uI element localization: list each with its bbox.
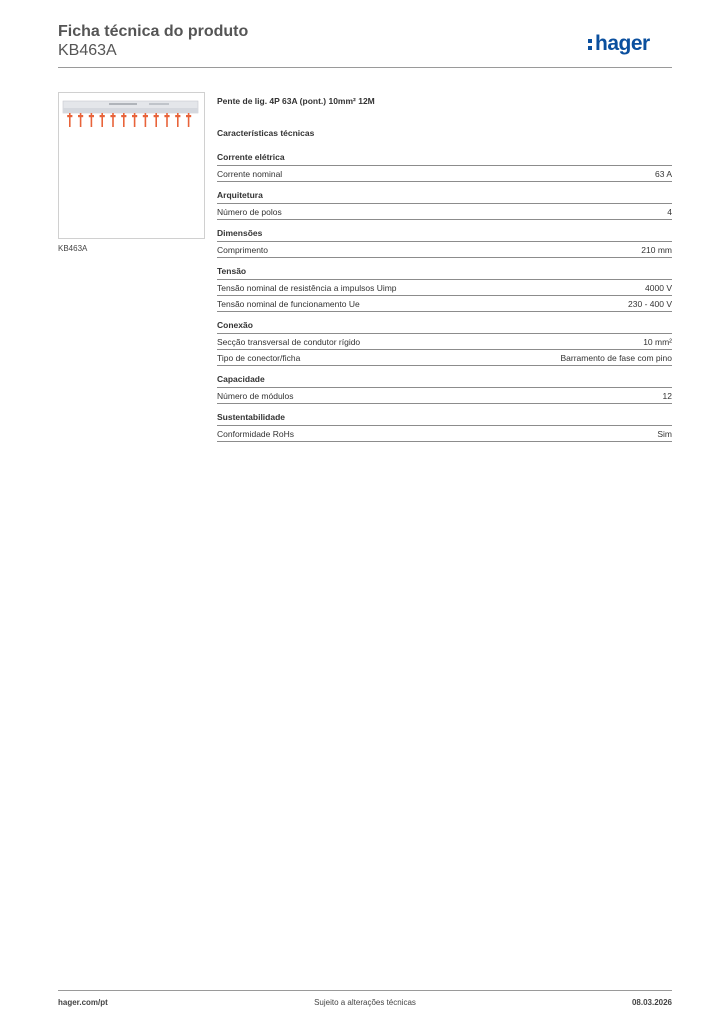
comb-pin-head [143, 115, 148, 117]
spec-value: 4 [667, 207, 672, 217]
spec-row [217, 296, 672, 312]
spec-group-title: Arquitetura [217, 190, 672, 204]
specifications-panel [217, 96, 672, 450]
product-code: KB463A [58, 42, 117, 59]
spec-label: Tipo de conector/ficha [217, 353, 301, 363]
spec-group-title: Sustentabilidade [217, 412, 672, 426]
spec-group [217, 152, 672, 182]
comb-pin-head [164, 115, 169, 117]
spec-value: 12 [662, 391, 672, 401]
spec-value: 4000 V [645, 283, 672, 293]
logo-text: hager [595, 32, 650, 55]
footer-date: 08.03.2026 [631, 998, 672, 1007]
comb-pin-head [121, 115, 126, 117]
page-footer [58, 998, 672, 1010]
footer-notice: Sujeito a alterações técnicas [314, 998, 416, 1007]
comb-pin-head [110, 115, 115, 117]
spec-group [217, 320, 672, 366]
comb-pin-head [78, 115, 83, 117]
comb-pin-head [100, 115, 105, 117]
comb-pin-head [175, 115, 180, 117]
spec-label: Número de módulos [217, 391, 294, 401]
spec-group-title: Capacidade [217, 374, 672, 388]
busbar-comb-image [59, 93, 204, 238]
page-header [58, 22, 672, 68]
spec-group-title: Corrente elétrica [217, 152, 672, 166]
spec-group [217, 190, 672, 220]
spec-group-title: Conexão [217, 320, 672, 334]
section-heading: Características técnicas [217, 128, 315, 138]
spec-row [217, 242, 672, 258]
hager-logo [588, 30, 672, 58]
header-divider [58, 67, 672, 68]
spec-row [217, 166, 672, 182]
comb-pin-head [89, 115, 94, 117]
spec-group [217, 228, 672, 258]
spec-value: 230 - 400 V [628, 299, 672, 309]
comb-pin-head [186, 115, 191, 117]
spec-label: Secção transversal de condutor rígido [217, 337, 361, 347]
spec-row [217, 388, 672, 404]
spec-group [217, 266, 672, 312]
comb-pin-head [154, 115, 159, 117]
spec-group [217, 412, 672, 442]
spec-group [217, 374, 672, 404]
spec-value: 10 mm² [643, 337, 672, 347]
product-name: Pente de lig. 4P 63A (pont.) 10mm² 12M [217, 96, 375, 106]
comb-pin-head [67, 115, 72, 117]
spec-group-title: Dimensões [217, 228, 672, 242]
spec-group-title: Tensão [217, 266, 672, 280]
spec-label: Tensão nominal de resistência a impulsos Uimp [217, 283, 397, 293]
spec-value: 63 A [654, 169, 672, 179]
spec-groups [217, 152, 672, 442]
spec-row [217, 426, 672, 442]
spec-label: Número de polos [217, 207, 282, 217]
footer-divider [58, 990, 672, 991]
product-image [58, 92, 205, 239]
spec-value: Sim [657, 429, 672, 439]
spec-row [217, 280, 672, 296]
spec-row [217, 204, 672, 220]
spec-row [217, 334, 672, 350]
spec-label: Comprimento [217, 245, 269, 255]
spec-row [217, 350, 672, 366]
spec-value: 210 mm [641, 245, 672, 255]
footer-website: hager.com/pt [58, 998, 108, 1007]
spec-value: Barramento de fase com pino [560, 353, 672, 363]
spec-label: Corrente nominal [217, 169, 283, 179]
document-title: Ficha técnica do produto [58, 23, 249, 40]
spec-label: Conformidade RoHs [217, 429, 295, 439]
product-image-caption: KB463A [58, 244, 88, 253]
comb-pin-head [132, 115, 137, 117]
spec-label: Tensão nominal de funcionamento Ue [217, 299, 360, 309]
